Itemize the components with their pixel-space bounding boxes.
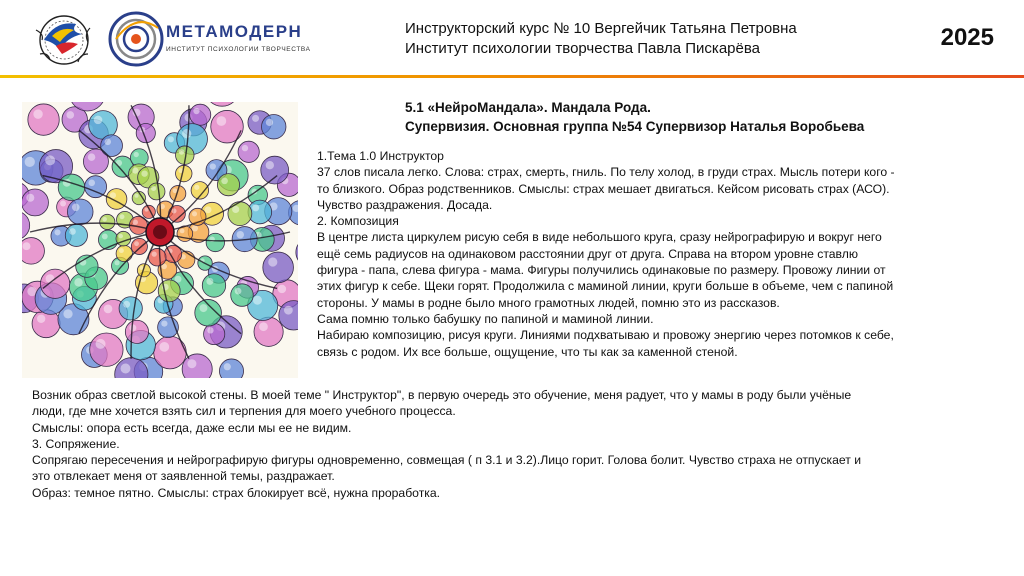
- slide-subtitle: Супервизия. Основная группа №54 Супервизор Наталья Воробьева: [405, 119, 865, 134]
- text-line: фигура - папа, слева фигура - мама. Фигуры получились одинаковые по размеру. Провожу линии от: [317, 263, 886, 278]
- text-line: Набираю композицию, рисуя круги. Линиями подхватываю и провожу энергию через потомков к себе,: [317, 328, 894, 343]
- text-line: 2. Композиция: [317, 214, 399, 229]
- text-line: то близкого. Образ родственников. Смыслы: страх мешает двигаться. Кейсом рисовать страх (АСО).: [317, 181, 890, 196]
- text-line: В центре листа циркулем рисую себя в виде небольшого круга, сразу нейрографирую и вокруг него: [317, 230, 882, 245]
- text-line: этих фигур к себе. Щеки горят. Продолжила с маминой линии, круги больше в объеме, чем с папиной: [317, 279, 894, 294]
- course-line: Инструкторский курс № 10 Вергейчик Татьяна Петровна: [405, 20, 797, 37]
- text-line: 1.Тема 1.0 Инструктор: [317, 149, 444, 163]
- brand-subtitle: ИНСТИТУТ ПСИХОЛОГИИ ТВОРЧЕСТВА: [166, 46, 311, 53]
- neuro-mandala-drawing-icon: [22, 102, 298, 378]
- brand-name: МЕТАМОДЕРН: [166, 22, 303, 41]
- header-divider: [0, 75, 1024, 78]
- slide-header: [0, 0, 1024, 78]
- text-line: Сопрягаю пересечения и нейрографирую фигуры одновременно, совмещая ( п 3.1 и 3.2).Лицо горит. Голова болит. Чувство страха не отпускает и: [32, 453, 862, 468]
- text-line: Сама помню только бабушку по папиной и маминой линии.: [317, 311, 654, 326]
- text-line: стороны. У мамы в родне было много грамотных людей, помню это из рассказов.: [317, 295, 780, 310]
- slide-title: 5.1 «НейроМандала». Мандала Рода.: [405, 100, 651, 115]
- metamodern-logo: [108, 8, 323, 70]
- body-text-column: [317, 148, 997, 360]
- institute-line: Институт психологии творчества Павла Пискарёва: [405, 40, 760, 57]
- text-line: 37 слов писала легко. Слова: страх, смерть, гниль. По телу холод, в груди страх. Мысль потери кого -: [317, 165, 895, 180]
- spiral-logo-icon: [108, 8, 164, 70]
- text-line: ещё семь радиусов на одинаковом расстоянии друг от друга. Справа на втором уровне ставлю: [317, 246, 858, 261]
- header-info: [405, 19, 797, 59]
- text-line: 3. Сопряжение.: [32, 436, 120, 451]
- text-line: Образ: темное пятно. Смыслы: страх блокирует всё, нужна проработка.: [32, 485, 441, 500]
- text-line: люди, где мне хочется взять сил и терпения для моего учебного процесса.: [32, 404, 456, 419]
- text-line: Смыслы: опора есть всегда, даже если мы ее не видим.: [32, 420, 352, 435]
- mandala-bird-logo-icon: [30, 10, 98, 68]
- body-text-full: [32, 387, 1002, 501]
- text-line: это отвлекает меня от заявленной темы, раздражает.: [32, 469, 335, 484]
- slide-titles: [405, 98, 864, 136]
- text-line: Возник образ светлой высокой стены. В моей теме " Инструктор", в первую очередь это обучение, меня радует, что у мамы в роду были учёные: [32, 388, 852, 402]
- year-label: 2025: [940, 24, 994, 51]
- text-line: Чувство раздражения. Досада.: [317, 197, 493, 212]
- text-line: связь с родом. Их все больше, ощущение, что ты как за каменной стеной.: [317, 344, 738, 359]
